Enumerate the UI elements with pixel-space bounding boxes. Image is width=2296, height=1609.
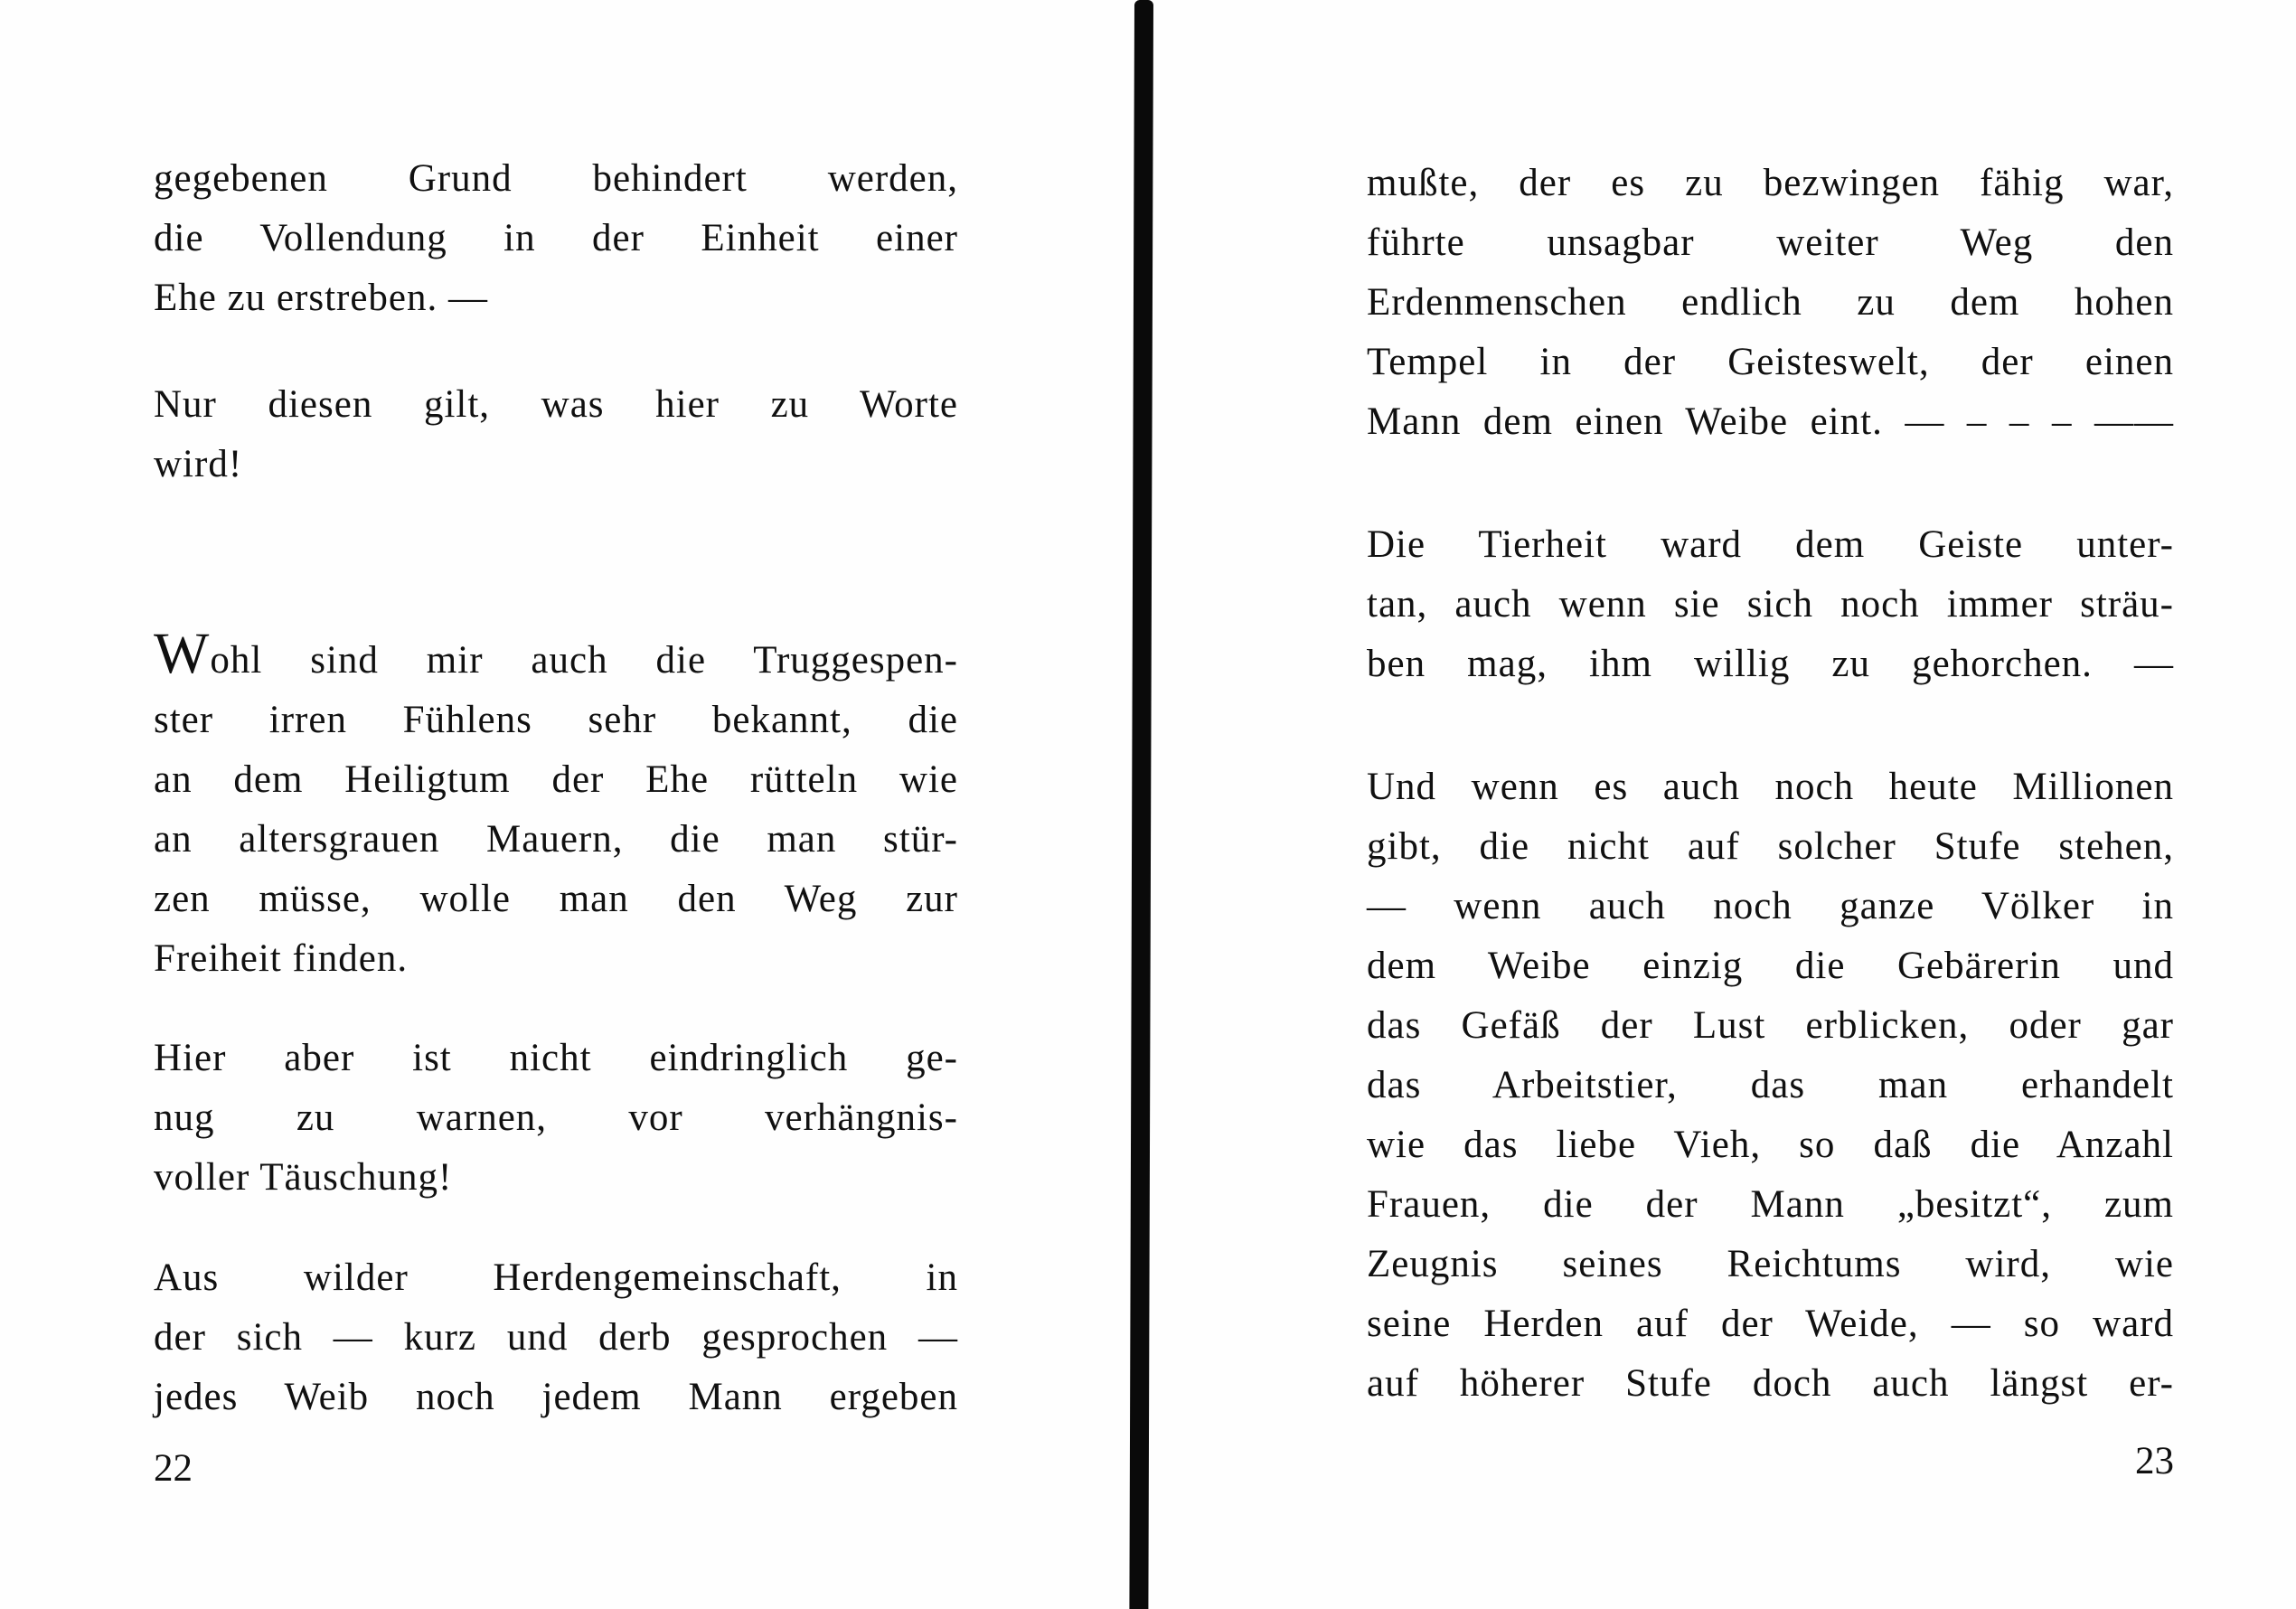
text-line: nug zu warnen, vor verhängnis-	[154, 1096, 958, 1139]
text-line: an dem Heiligtum der Ehe rütteln wie	[154, 758, 958, 801]
page-number-left: 22	[154, 1447, 193, 1490]
text-line: Frauen, die der Mann „besitzt“, zum	[1367, 1183, 2174, 1226]
text-line: Und wenn es auch noch heute Millionen	[1367, 766, 2174, 808]
paragraph	[154, 375, 958, 494]
text-line: Ehe zu erstreben. —	[154, 277, 489, 319]
right-page	[1367, 154, 2174, 1414]
text-line: voller Täuschung!	[154, 1156, 453, 1199]
text-line: Mann dem einen Weibe eint. — – – – ——	[1367, 400, 2174, 443]
paragraph	[154, 1248, 958, 1427]
text-line: seine Herden auf der Weide, — so ward	[1367, 1303, 2174, 1345]
text-line: Nur diesen gilt, was hier zu Worte	[154, 383, 958, 426]
text-line: an altersgrauen Mauern, die man stür-	[154, 818, 958, 861]
text-line: dem Weibe einzig die Gebärerin und	[1367, 945, 2174, 987]
text-line: führte unsagbar weiter Weg den	[1367, 221, 2174, 264]
text-line: Erdenmenschen endlich zu dem hohen	[1367, 281, 2174, 324]
text-line: gibt, die nicht auf solcher Stufe stehen,	[1367, 825, 2174, 868]
text-line: zen müsse, wolle man den Weg zur	[154, 878, 958, 920]
paragraph	[1367, 515, 2174, 694]
drop-cap-initial: W	[154, 621, 211, 686]
page-number-right: 23	[2135, 1440, 2174, 1482]
text-line: ben mag, ihm willig zu gehorchen. —	[1367, 643, 2174, 685]
left-page	[154, 149, 958, 1427]
text-line: Freiheit finden.	[154, 937, 409, 980]
text-line: das Gefäß der Lust erblicken, oder gar	[1367, 1004, 2174, 1047]
paragraph	[1367, 154, 2174, 452]
text-line: auf höherer Stufe doch auch längst er-	[1367, 1362, 2174, 1405]
text-line: Die Tierheit ward dem Geiste unter-	[1367, 523, 2174, 566]
text-line: das Arbeitstier, das man erhandelt	[1367, 1064, 2174, 1106]
paragraph	[154, 1029, 958, 1208]
text-line: wie das liebe Vieh, so daß die Anzahl	[1367, 1124, 2174, 1166]
text-line: Tempel in der Geisteswelt, der einen	[1367, 341, 2174, 383]
text-line: — wenn auch noch ganze Völker in	[1367, 885, 2174, 927]
paragraph	[1367, 757, 2174, 1414]
text-line: ster irren Fühlens sehr bekannt, die	[154, 699, 958, 741]
book-spine	[1129, 0, 1153, 1609]
text-line: Hier aber ist nicht eindringlich ge-	[154, 1037, 958, 1079]
paragraph	[154, 149, 958, 328]
text-line: die Vollendung in der Einheit einer	[154, 217, 958, 259]
text-line: Zeugnis seines Reichtums wird, wie	[1367, 1243, 2174, 1285]
paragraph	[154, 621, 958, 989]
text-line: wird!	[154, 443, 243, 485]
text-line: Aus wilder Herdengemeinschaft, in	[154, 1256, 958, 1299]
text-line: Wohl sind mir auch die Truggespen-	[154, 621, 958, 686]
text-line: jedes Weib noch jedem Mann ergeben	[154, 1376, 958, 1418]
text-line: tan, auch wenn sie sich noch immer sträu-	[1367, 583, 2174, 626]
text-line: der sich — kurz und derb gesprochen —	[154, 1316, 958, 1359]
text-line: gegebenen Grund behindert werden,	[154, 157, 958, 200]
text-line: mußte, der es zu bezwingen fähig war,	[1367, 162, 2174, 204]
